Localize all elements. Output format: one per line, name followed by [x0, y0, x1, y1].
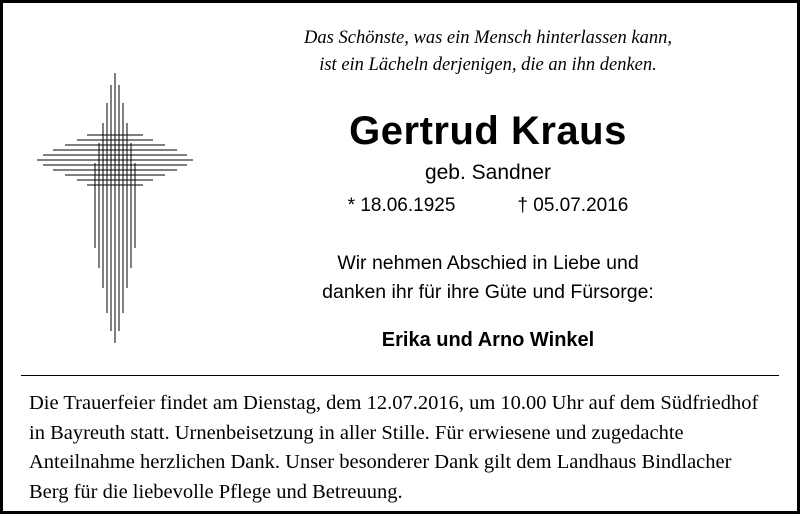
farewell-text	[203, 249, 773, 308]
verse	[203, 25, 773, 79]
divider	[21, 375, 779, 376]
farewell-line-1: Wir nehmen Abschied in Liebe und	[337, 251, 639, 274]
deceased-name: Gertrud Kraus	[349, 108, 627, 153]
maiden-name: geb. Sandner	[424, 160, 552, 184]
verse-line-2: ist ein Lächeln derjenigen, die an ihn denken.	[319, 54, 657, 75]
farewell-line-2: danken ihr für ihre Güte und Fürsorge:	[322, 280, 654, 303]
funeral-details: Die Trauerfeier findet am Dienstag, dem 12.07.2016, um 10.00 Uhr auf dem Südfriedhof in Bayreuth statt. Urnenbeisetzung in aller Stille. Für erwiesene und zugedachte Anteilnahme herzlichen Dank. Unser besonderer Dank gilt dem Landhaus Bindlacher Berg für die liebevolle Pflege und Betreuung.	[29, 392, 759, 504]
verse-line-1: Das Schönste, was ein Mensch hinterlassen kann,	[304, 28, 672, 48]
mourners: Erika und Arno Winkel	[381, 329, 595, 352]
notice-content	[203, 25, 773, 352]
cross-icon	[25, 63, 205, 353]
death-date: † 05.07.2016	[517, 194, 629, 216]
life-dates	[203, 195, 773, 217]
birth-date: * 18.06.1925	[347, 194, 456, 216]
